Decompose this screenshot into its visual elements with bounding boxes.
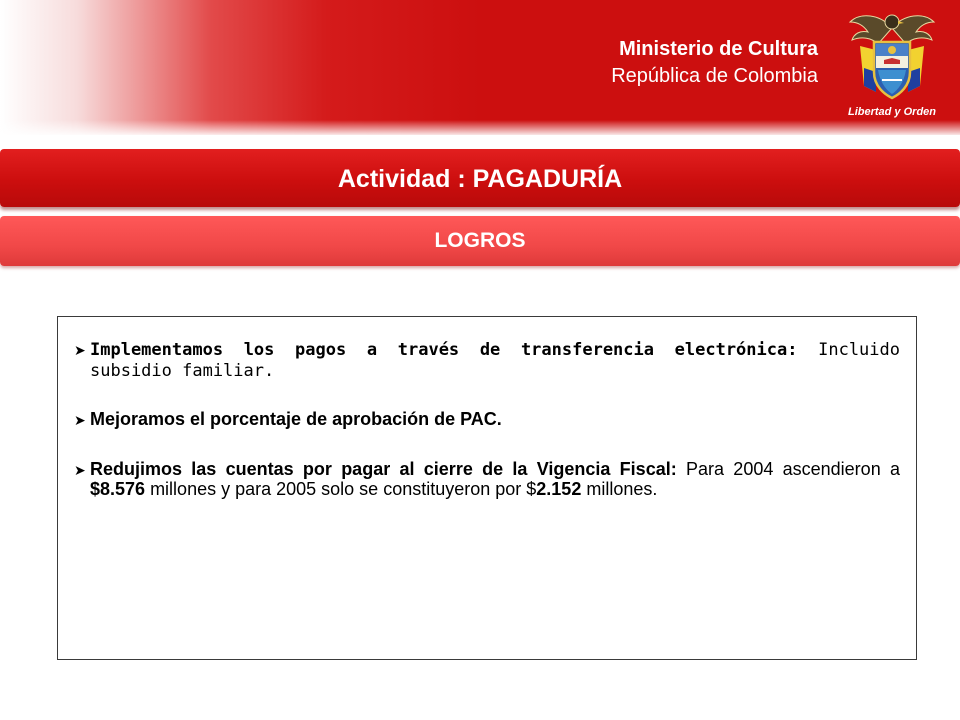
achievement-text: millones. xyxy=(581,479,658,499)
achievement-item xyxy=(76,339,900,381)
amount-2005: 2.152 xyxy=(536,479,582,499)
arrow-bullet-icon: ➤ xyxy=(74,412,86,428)
achievement-lead: Redujimos las cuentas por pagar al cierre de la Vigencia Fiscal: xyxy=(90,459,677,479)
activity-title: Actividad : PAGADURÍA xyxy=(337,165,623,193)
arrow-bullet-icon: ➤ xyxy=(74,462,86,478)
arrow-bullet-icon: ➤ xyxy=(74,342,86,358)
header-banner xyxy=(0,0,960,135)
achievement-item xyxy=(76,459,900,499)
achievement-text: millones y para 2005 solo se constituyeron por $ xyxy=(145,479,537,499)
logros-band xyxy=(0,216,960,266)
achievement-lead: Mejoramos el porcentaje de aprobación de PAC. xyxy=(90,409,502,429)
country-name: República de Colombia xyxy=(611,65,818,87)
ministry-name: Ministerio de Cultura xyxy=(619,38,818,60)
achievement-text: Incluido subsidio familiar. xyxy=(90,340,900,381)
achievement-lead: Implementamos los pagos a través de transferencia electrónica: xyxy=(90,340,798,360)
header-fade xyxy=(0,120,960,135)
activity-title-band xyxy=(0,149,960,207)
colombia-coat-of-arms-icon xyxy=(842,6,942,128)
ministry-block xyxy=(611,36,818,90)
achievement-item xyxy=(76,409,900,429)
achievements-box xyxy=(57,316,917,660)
amount-2004: $8.576 xyxy=(90,479,146,499)
emblem-motto: Libertad y Orden xyxy=(847,106,937,118)
logros-title: LOGROS xyxy=(434,229,526,252)
achievement-text: Para 2004 ascendieron a xyxy=(676,459,900,479)
